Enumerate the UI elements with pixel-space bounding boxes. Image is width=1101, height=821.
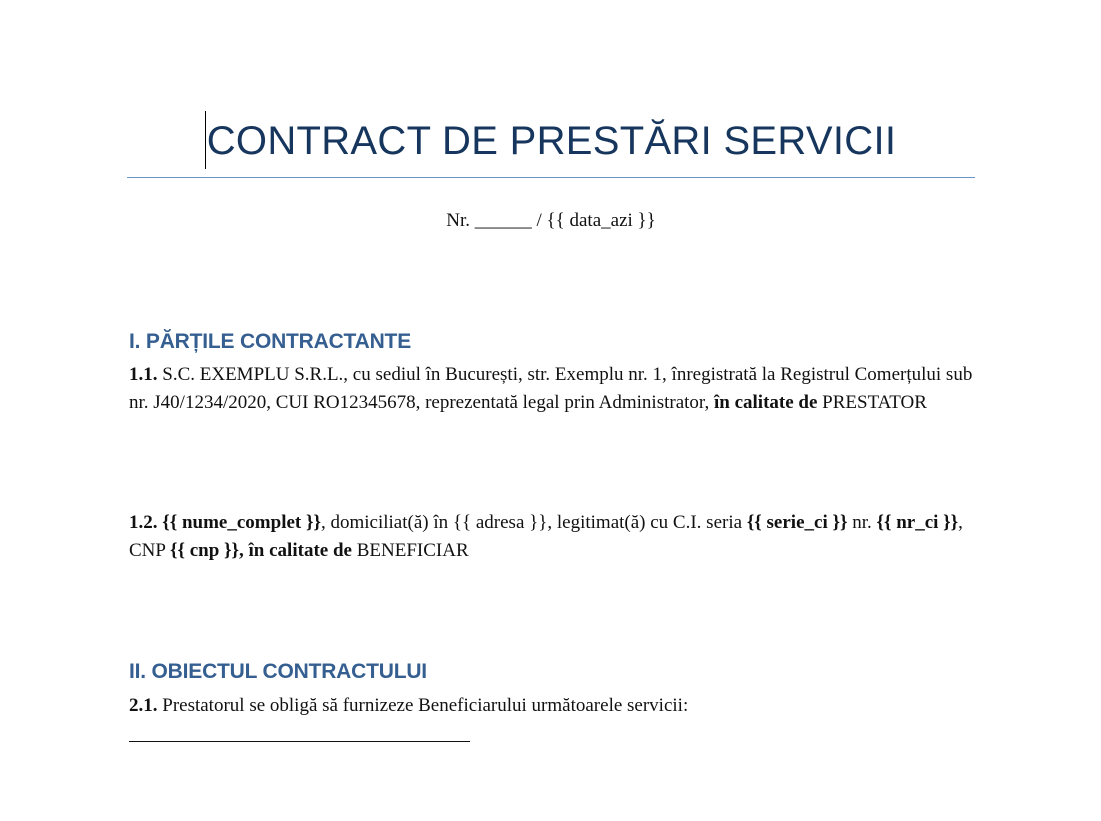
- clause-1-2: [129, 509, 979, 565]
- section-heading-parties: I. PĂRȚILE CONTRACTANTE: [129, 330, 411, 353]
- clause-text: nr.: [847, 512, 877, 533]
- clause-number: 2.1.: [129, 695, 158, 716]
- date-placeholder: {{ data_azi }}: [546, 210, 656, 231]
- contract-number-line: [127, 208, 975, 234]
- placeholder-nr-ci: {{ nr_ci }}: [876, 512, 959, 533]
- document-title[interactable]: [206, 108, 897, 174]
- services-blank-line: [129, 741, 470, 742]
- clause-text: , domiciliat(ă) în {{ adresa }}, legitimat(ă) cu C.I. seria: [320, 512, 747, 533]
- number-separator: /: [536, 210, 542, 231]
- clause-text: Prestatorul se obligă să furnizeze Beneficiarului următoarele servicii:: [157, 695, 689, 716]
- clause-2-1: [129, 692, 979, 720]
- clause-role: PRESTATOR: [817, 392, 927, 413]
- clause-role: BENEFICIAR: [351, 540, 469, 561]
- clause-text: , CNP: [129, 512, 963, 561]
- placeholder-serie-ci: {{ serie_ci }}: [746, 512, 848, 533]
- clause-number: 1.2.: [129, 512, 158, 533]
- clause-text: S.C. EXEMPLU S.R.L., cu sediul în București, str. Exemplu nr. 1, înregistrată la Registrul Comerțului sub nr. J40/1234/2020, CUI RO12345678, reprezentată legal prin Administrator,: [129, 364, 973, 413]
- clause-number: 1.1.: [129, 364, 158, 385]
- placeholder-cnp: {{ cnp }}, în calitate de: [170, 540, 352, 561]
- number-blank: ______: [474, 210, 532, 231]
- section-heading-object: II. OBIECTUL CONTRACTULUI: [129, 660, 427, 683]
- placeholder-nume-complet: {{ nume_complet }}: [162, 512, 321, 533]
- document-title-text: CONTRACT DE PRESTĂRI SERVICII: [206, 119, 897, 163]
- title-block: [127, 108, 975, 178]
- text-cursor: [205, 111, 206, 169]
- number-prefix: Nr.: [446, 210, 470, 231]
- title-divider: [127, 177, 975, 178]
- clause-bold-text: în calitate de: [713, 392, 818, 413]
- clause-1-1: [129, 361, 979, 417]
